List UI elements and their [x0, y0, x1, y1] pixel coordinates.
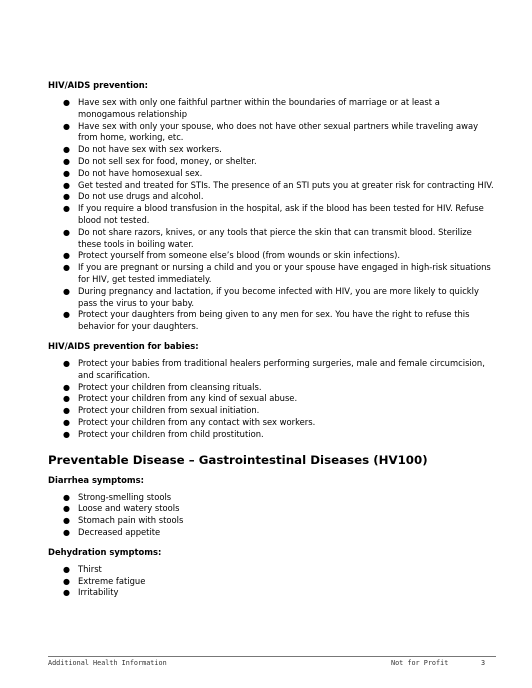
list-item-text: Loose and watery stools	[78, 503, 180, 514]
list-item-text: Do not use drugs and alcohol.	[78, 191, 204, 202]
bullet-icon: ●	[63, 382, 70, 392]
bullet-icon: ●	[63, 358, 70, 368]
list-item	[48, 587, 496, 599]
bullet-icon: ●	[63, 564, 70, 574]
bullet-icon: ●	[63, 251, 70, 261]
list-item	[48, 429, 496, 441]
bullet-icon: ●	[63, 394, 70, 404]
footer-left-text: Additional Health Information	[48, 659, 167, 667]
list-item-text: Have sex with only one faithful partner within the boundaries of marriage or at least a monogamous relationship	[78, 97, 440, 119]
list-item-text: Protect your babies from traditional healers performing surgeries, male and female circumcision, and scarification.	[78, 357, 485, 380]
list-item	[48, 227, 496, 251]
page-number: 3	[481, 659, 486, 667]
bullet-icon: ●	[63, 192, 70, 202]
list-item-text: Do not have homosexual sex.	[78, 167, 203, 178]
bullet-icon: ●	[63, 588, 70, 598]
bullet-icon: ●	[63, 406, 70, 416]
list-item	[48, 97, 496, 121]
bullet-icon: ●	[63, 492, 70, 502]
list-item	[48, 564, 496, 576]
bullet-icon: ●	[63, 310, 70, 320]
hiv-prevention-heading: HIV/AIDS prevention:	[48, 80, 149, 90]
bullet-icon: ●	[63, 204, 70, 214]
list-item	[48, 393, 496, 405]
footer-middle-text: Not for Profit	[391, 659, 449, 667]
list-item	[48, 358, 496, 382]
list-item-text: Extreme fatigue	[78, 575, 146, 586]
diarrhea-list	[48, 492, 496, 539]
list-item	[48, 417, 496, 429]
hiv-babies-heading: HIV/AIDS prevention for babies:	[48, 340, 199, 351]
list-item-text: Protect your daughters from being given to any men for sex. You have the right to refuse this behavior for your daughters.	[78, 309, 470, 332]
bullet-icon: ●	[63, 429, 70, 439]
bullet-icon: ●	[63, 576, 70, 586]
diarrhea-heading: Diarrhea symptoms:	[48, 474, 144, 485]
list-item	[48, 492, 496, 504]
page-content	[48, 80, 496, 599]
bullet-icon: ●	[63, 121, 70, 131]
list-item-text: Protect your children from any kind of sexual abuse.	[78, 393, 298, 404]
list-item-text: Protect your children from cleansing rituals.	[78, 381, 262, 392]
bullet-icon: ●	[63, 516, 70, 526]
list-item	[48, 144, 496, 156]
bullet-icon: ●	[63, 145, 70, 155]
list-item	[48, 382, 496, 394]
list-item-text: Do not sell sex for food, money, or shelter.	[78, 155, 257, 166]
list-item	[48, 405, 496, 417]
bullet-icon: ●	[63, 504, 70, 514]
gi-section-title: Preventable Disease – Gastrointestinal Diseases (HV100)	[48, 452, 428, 467]
list-item-text: Do not share razors, knives, or any tools that pierce the skin that can transmit blood. Sterilize these tools in boiling water.	[78, 226, 472, 249]
list-item-text: Irritability	[78, 587, 119, 598]
list-item-text: If you require a blood transfusion in the hospital, ask if the blood has been tested for HIV. Refuse blood not tested.	[78, 203, 484, 225]
list-item	[48, 180, 496, 192]
list-item-text: Protect your children from sexual initiation.	[78, 405, 260, 416]
bullet-icon: ●	[63, 168, 70, 178]
list-item-text: Strong-smelling stools	[78, 491, 172, 502]
list-item	[48, 203, 496, 227]
list-item-text: Have sex with only your spouse, who does not have other sexual partners while traveling away from home, working, etc.	[78, 120, 479, 143]
list-item	[48, 527, 496, 539]
list-item	[48, 121, 496, 145]
bullet-icon: ●	[63, 156, 70, 166]
list-item-text: If you are pregnant or nursing a child and you or your spouse have engaged in high-risk situations for HIV, get tested immediately.	[78, 262, 491, 284]
bullet-icon: ●	[63, 263, 70, 273]
list-item	[48, 309, 496, 333]
list-item	[48, 576, 496, 588]
bullet-icon: ●	[63, 286, 70, 296]
list-item-text: During pregnancy and lactation, if you become infected with HIV, you are more likely to quickly pass the virus to your baby.	[78, 285, 479, 308]
list-item-text: Do not have sex with sex workers.	[78, 144, 222, 155]
list-item	[48, 168, 496, 180]
hiv-babies-list	[48, 358, 496, 441]
list-item	[48, 156, 496, 168]
list-item-text: Protect your children from child prostitution.	[78, 428, 264, 439]
list-item	[48, 250, 496, 262]
list-item-text: Thirst	[78, 563, 102, 574]
list-item-text: Decreased appetite	[78, 526, 161, 537]
footer-divider	[48, 656, 496, 657]
bullet-icon: ●	[63, 180, 70, 190]
list-item	[48, 191, 496, 203]
bullet-icon: ●	[63, 527, 70, 537]
list-item	[48, 515, 496, 527]
dehydration-heading: Dehydration symptoms:	[48, 546, 162, 557]
bullet-icon: ●	[63, 227, 70, 237]
bullet-icon: ●	[63, 417, 70, 427]
list-item	[48, 503, 496, 515]
list-item-text: Get tested and treated for STIs. The presence of an STI puts you at greater risk for contracting HIV.	[78, 179, 494, 190]
dehydration-list	[48, 564, 496, 599]
list-item-text: Protect your children from any contact with sex workers.	[78, 416, 316, 427]
list-item	[48, 286, 496, 310]
list-item-text: Stomach pain with stools	[78, 515, 184, 526]
list-item-text: Protect yourself from someone else’s blood (from wounds or skin infections).	[78, 250, 401, 261]
list-item	[48, 262, 496, 286]
hiv-prevention-list	[48, 97, 496, 333]
bullet-icon: ●	[63, 98, 70, 107]
